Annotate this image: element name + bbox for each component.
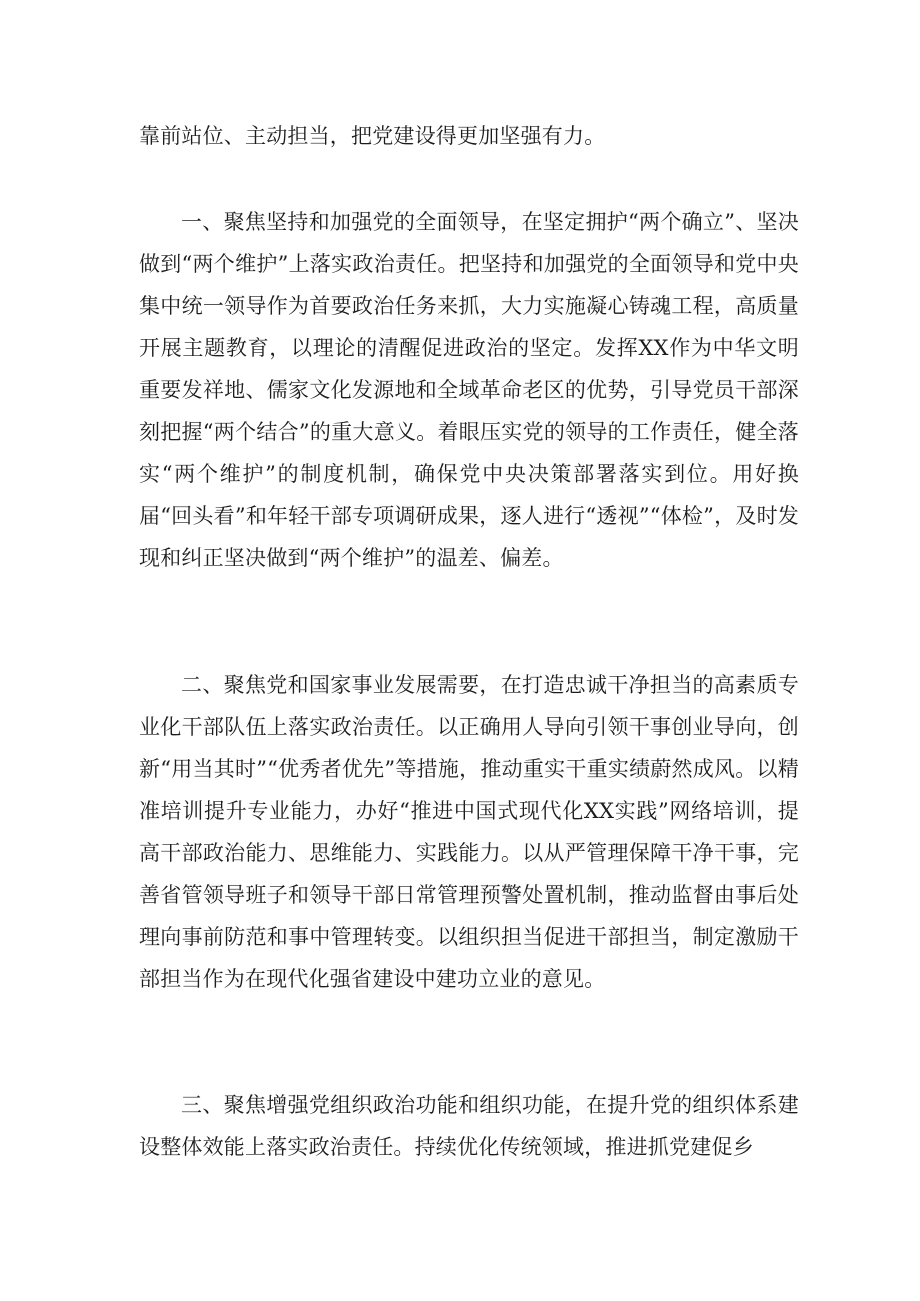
paragraph-section-three: 三、聚焦增强党组织政治功能和组织功能，在提升党的组织体系建设整体效能上落实政治责任。持续优化传统领域，推进抓党建促乡 (139, 1093, 799, 1159)
paragraph-section-two: 二、聚焦党和国家事业发展需要，在打造忠诚干净担当的高素质专业化干部队伍上落实政治责任。以正确用人导向引领干事创业导向，创新“用当其时”“优秀者优先”等措施，推动重实干重实绩蔚然成风。以精准培训提升专业能力，办好“推进中国式现代化XX实践”网络培训，提高干部政治能力、思维能力、实践能力。以从严管理保障干净干事，完善省管领导班子和领导干部日常管理预警处置机制，推动监督由事后处理向事前防范和事中管理转变。以组织担当促进干部担当，制定激励干部担当作为在现代化强省建设中建功立业的意见。 (139, 673, 799, 991)
paragraph-continuation: 靠前站位、主动担当，把党建设得更加坚强有力。 (139, 124, 606, 148)
paragraph-section-one: 一、聚焦坚持和加强党的全面领导，在坚定拥护“两个确立”、坚决做到“两个维护”上落实政治责任。把坚持和加强党的全面领导和党中央集中统一领导作为首要政治任务来抓，大力实施凝心铸魂工程，高质量开展主题教育，以理论的清醒促进政治的坚定。发挥XX作为中华文明重要发祥地、儒家文化发源地和全域革命老区的优势，引导党员干部深刻把握“两个结合”的重大意义。着眼压实党的领导的工作责任，健全落实“两个维护”的制度机制，确保党中央决策部署落实到位。用好换届“回头看”和年轻干部专项调研成果，逐人进行“透视”“体检”，及时发现和纠正坚决做到“两个维护”的温差、偏差。 (139, 210, 799, 570)
